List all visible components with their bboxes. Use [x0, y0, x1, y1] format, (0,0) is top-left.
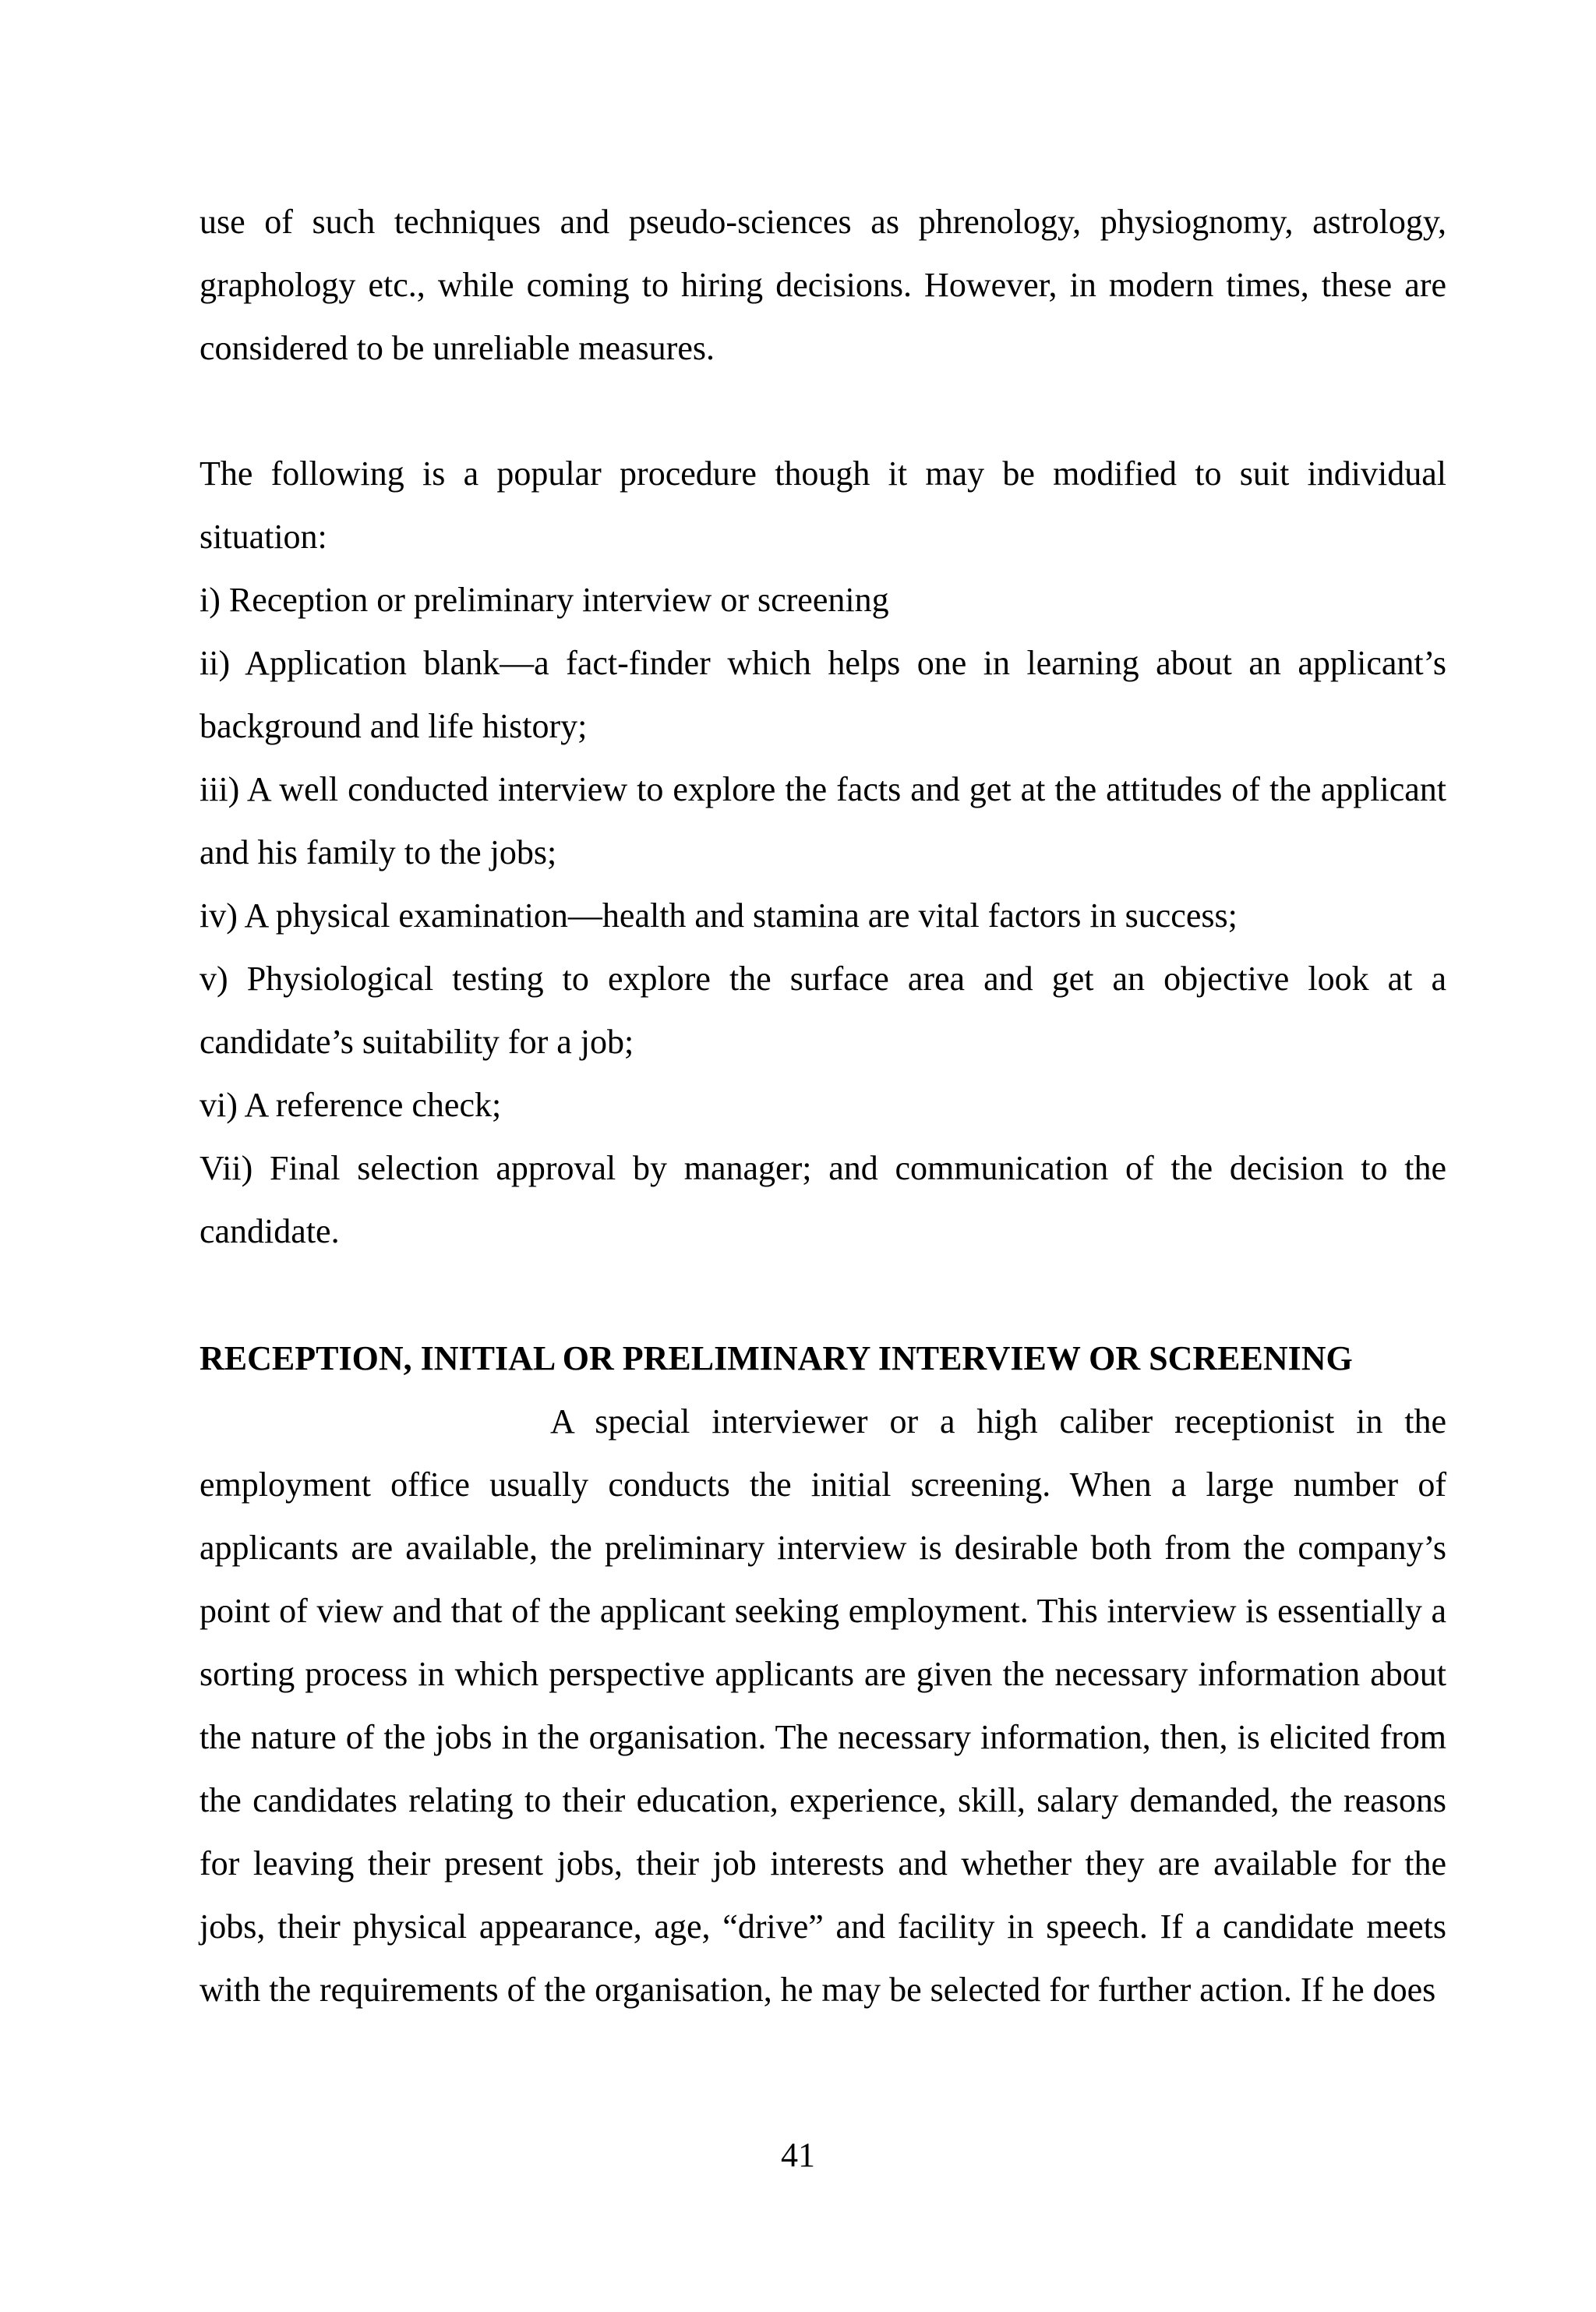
- procedure-intro-paragraph: The following is a popular procedure though it may be modified to suit individual situation:: [200, 454, 1446, 556]
- step-6: vi) A reference check;: [200, 1086, 502, 1124]
- step-5: v) Physiological testing to explore the surface area and get an objective look at a candidate’s suitability for a job;: [200, 960, 1446, 1061]
- step-7: Vii) Final selection approval by manager; and communication of the decision to the candidate.: [200, 1149, 1446, 1250]
- section-heading: RECEPTION, INITIAL OR PRELIMINARY INTERVIEW OR SCREENING: [200, 1339, 1353, 1377]
- page-number: 41: [781, 2136, 815, 2174]
- step-2: ii) Application blank—a fact-finder which helps one in learning about an applicant’s background and life history;: [200, 644, 1446, 745]
- step-1: i) Reception or preliminary interview or screening: [200, 581, 889, 619]
- step-4: iv) A physical examination—health and stamina are vital factors in success;: [200, 896, 1238, 935]
- step-3: iii) A well conducted interview to explore the facts and get at the attitudes of the applicant and his family to the jobs;: [200, 770, 1446, 871]
- section-body-paragraph: A special interviewer or a high caliber receptionist in the employment office usually conducts the initial screening. When a large number of applicants are available, the preliminary interview is desirable both from the company’s point of view and that of the applicant seeking employment. This interview is essentially a sorting process in which perspective applicants are given the necessary information about the nature of the jobs in the organisation. The necessary information, then, is elicited from the candidates relating to their education, experience, skill, salary demanded, the reasons for leaving their present jobs, their job interests and whether they are available for the jobs, their physical appearance, age, “drive” and facility in speech. If a candidate meets with the requirements of the organisation, he may be selected for further action. If he does: [200, 1402, 1446, 2009]
- intro-paragraph: use of such techniques and pseudo-sciences as phrenology, physiognomy, astrology, graphology etc., while coming to hiring decisions. However, in modern times, these are considered to be unreliable measures.: [200, 203, 1446, 367]
